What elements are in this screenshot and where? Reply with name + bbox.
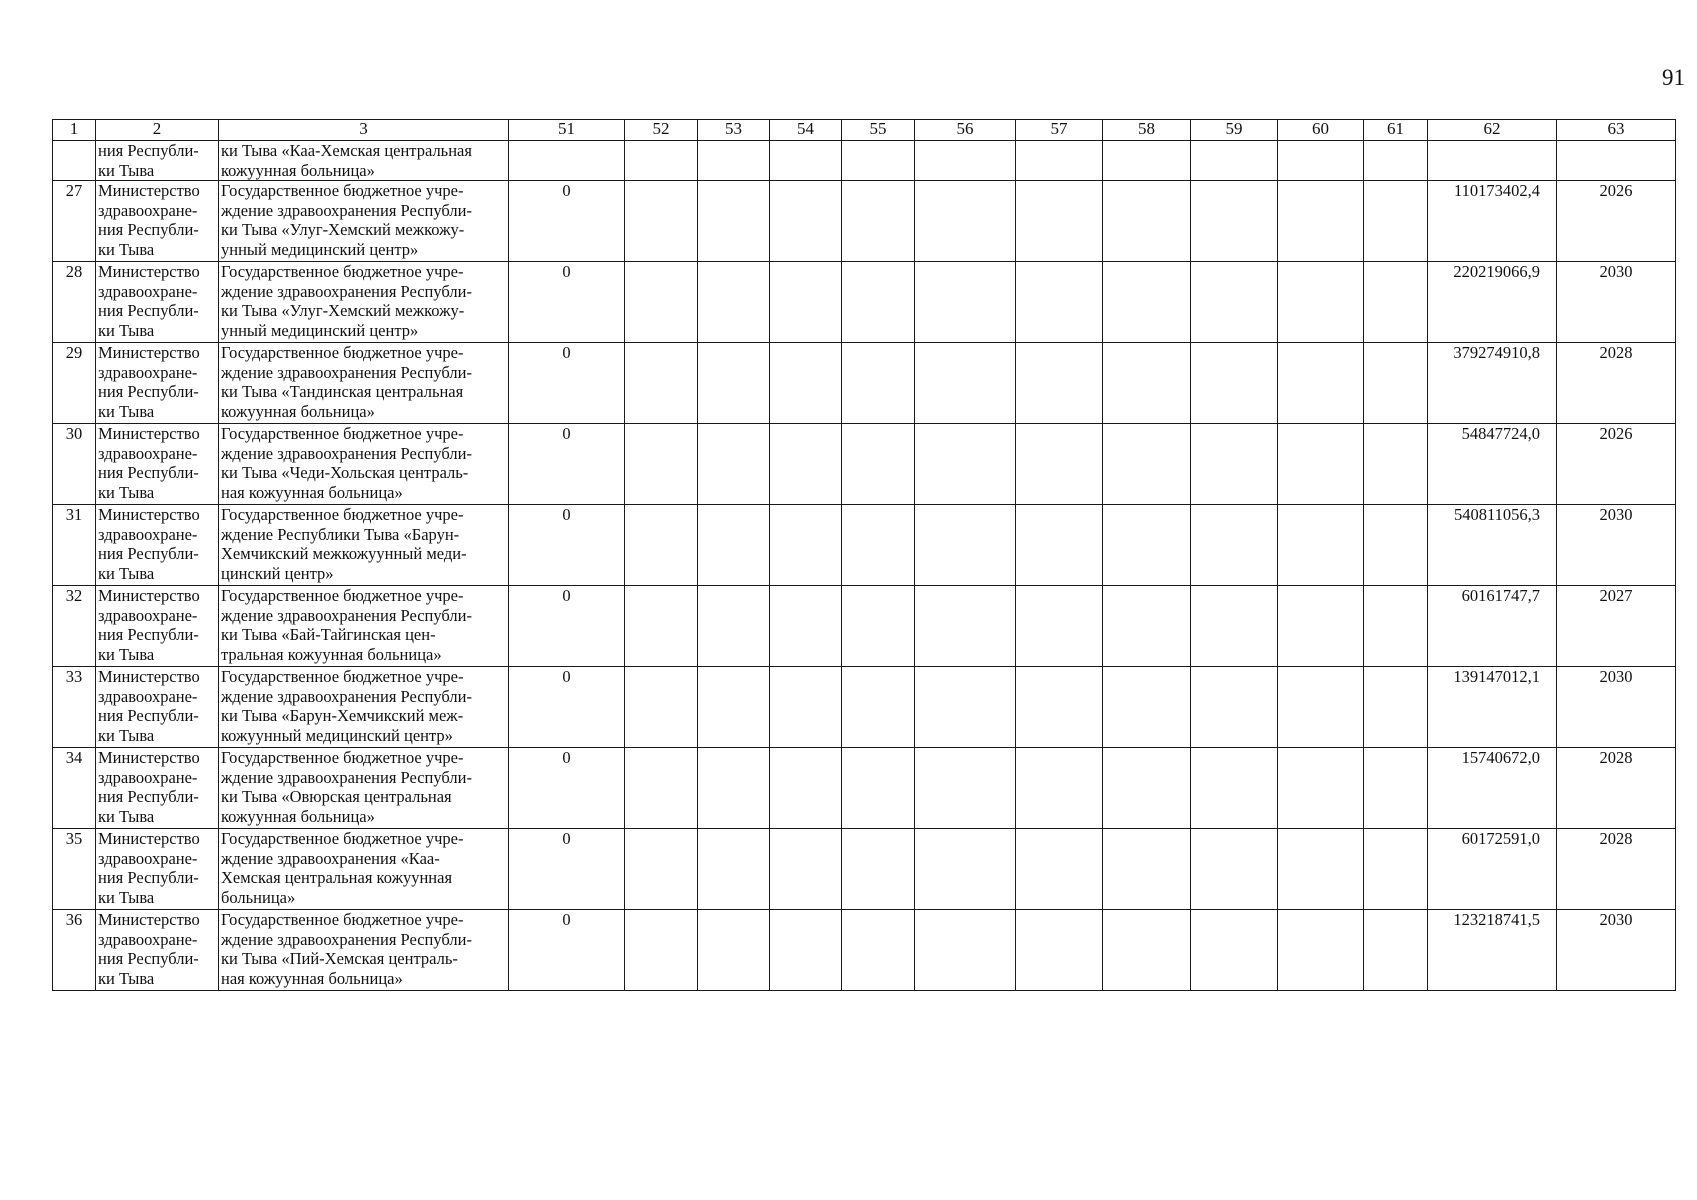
cell-58 [1103, 586, 1191, 667]
cell-59 [1191, 505, 1278, 586]
cell-63: 2030 [1557, 505, 1676, 586]
cell-58 [1103, 829, 1191, 910]
table-row [53, 262, 1676, 343]
cell-52 [625, 424, 698, 505]
cell-63: 2028 [1557, 343, 1676, 424]
cell-num: 34 [53, 748, 96, 829]
cell-55 [842, 748, 915, 829]
cell-62 [1428, 141, 1557, 181]
cell-51 [509, 141, 625, 181]
column-header: 2 [96, 120, 219, 141]
cell-51: 0 [509, 262, 625, 343]
cell-63: 2030 [1557, 262, 1676, 343]
cell-61 [1364, 181, 1428, 262]
cell-54 [770, 141, 842, 181]
cell-num: 27 [53, 181, 96, 262]
cell-51: 0 [509, 748, 625, 829]
cell-institution: ки Тыва «Каа-Хемская центральная кожуунная больница» [219, 141, 509, 181]
cell-62: 379274910,8 [1428, 343, 1557, 424]
cell-54 [770, 343, 842, 424]
cell-61 [1364, 748, 1428, 829]
cell-59 [1191, 667, 1278, 748]
cell-num [53, 141, 96, 181]
cell-56 [915, 505, 1016, 586]
column-header: 1 [53, 120, 96, 141]
cell-53 [698, 586, 770, 667]
cell-59 [1191, 586, 1278, 667]
cell-institution: Государственное бюджетное учре- ждение Республики Тыва «Барун- Хемчикский межкожуунный меди- цинский центр» [219, 505, 509, 586]
cell-63: 2028 [1557, 829, 1676, 910]
cell-58 [1103, 262, 1191, 343]
cell-52 [625, 141, 698, 181]
continuation-row [53, 141, 1676, 181]
cell-57 [1016, 586, 1103, 667]
cell-60 [1278, 424, 1364, 505]
column-header: 59 [1191, 120, 1278, 141]
cell-57 [1016, 424, 1103, 505]
cell-institution: Государственное бюджетное учре- ждение здравоохранения Республи- ки Тыва «Пий-Хемская централь- ная кожуунная больница» [219, 910, 509, 991]
column-header: 63 [1557, 120, 1676, 141]
cell-60 [1278, 748, 1364, 829]
header-row [53, 120, 1676, 141]
cell-53 [698, 424, 770, 505]
cell-58 [1103, 424, 1191, 505]
cell-58 [1103, 748, 1191, 829]
cell-59 [1191, 262, 1278, 343]
table-row [53, 505, 1676, 586]
cell-55 [842, 586, 915, 667]
cell-55 [842, 343, 915, 424]
cell-ministry: Министерство здравоохране- ния Республи- ки Тыва [96, 829, 219, 910]
cell-56 [915, 424, 1016, 505]
cell-53 [698, 262, 770, 343]
cell-institution: Государственное бюджетное учре- ждение здравоохранения «Каа- Хемская центральная кожуунная больница» [219, 829, 509, 910]
cell-56 [915, 667, 1016, 748]
cell-num: 30 [53, 424, 96, 505]
cell-55 [842, 181, 915, 262]
cell-54 [770, 910, 842, 991]
cell-54 [770, 586, 842, 667]
table-row [53, 748, 1676, 829]
column-header: 3 [219, 120, 509, 141]
cell-60 [1278, 667, 1364, 748]
cell-56 [915, 181, 1016, 262]
cell-61 [1364, 505, 1428, 586]
cell-51: 0 [509, 505, 625, 586]
column-header: 55 [842, 120, 915, 141]
table-row [53, 424, 1676, 505]
table-header [53, 120, 1676, 141]
cell-62: 139147012,1 [1428, 667, 1557, 748]
cell-56 [915, 829, 1016, 910]
cell-59 [1191, 141, 1278, 181]
column-header: 56 [915, 120, 1016, 141]
cell-54 [770, 748, 842, 829]
cell-num: 33 [53, 667, 96, 748]
cell-60 [1278, 586, 1364, 667]
cell-59 [1191, 748, 1278, 829]
cell-55 [842, 910, 915, 991]
column-header: 52 [625, 120, 698, 141]
table-row [53, 829, 1676, 910]
cell-num: 36 [53, 910, 96, 991]
cell-58 [1103, 141, 1191, 181]
cell-58 [1103, 667, 1191, 748]
cell-55 [842, 262, 915, 343]
cell-60 [1278, 829, 1364, 910]
table-row [53, 181, 1676, 262]
cell-52 [625, 667, 698, 748]
cell-58 [1103, 505, 1191, 586]
cell-53 [698, 505, 770, 586]
table-body [53, 141, 1676, 991]
cell-57 [1016, 181, 1103, 262]
page-number: 91 [1662, 65, 1685, 90]
cell-57 [1016, 262, 1103, 343]
cell-62: 15740672,0 [1428, 748, 1557, 829]
table-row [53, 343, 1676, 424]
cell-54 [770, 667, 842, 748]
table-row [53, 910, 1676, 991]
column-header: 53 [698, 120, 770, 141]
cell-52 [625, 586, 698, 667]
cell-56 [915, 910, 1016, 991]
cell-60 [1278, 910, 1364, 991]
cell-51: 0 [509, 586, 625, 667]
cell-53 [698, 343, 770, 424]
cell-ministry: Министерство здравоохране- ния Республи- ки Тыва [96, 748, 219, 829]
cell-53 [698, 667, 770, 748]
cell-ministry: Министерство здравоохране- ния Республи- ки Тыва [96, 586, 219, 667]
cell-53 [698, 181, 770, 262]
cell-52 [625, 262, 698, 343]
column-header: 61 [1364, 120, 1428, 141]
cell-59 [1191, 181, 1278, 262]
cell-54 [770, 829, 842, 910]
column-header: 54 [770, 120, 842, 141]
cell-56 [915, 141, 1016, 181]
cell-51: 0 [509, 667, 625, 748]
cell-57 [1016, 667, 1103, 748]
table-row [53, 667, 1676, 748]
cell-institution: Государственное бюджетное учре- ждение здравоохранения Республи- ки Тыва «Улуг-Хемский межкожу- унный медицинский центр» [219, 181, 509, 262]
cell-56 [915, 262, 1016, 343]
cell-num: 32 [53, 586, 96, 667]
data-table [52, 119, 1676, 991]
cell-53 [698, 748, 770, 829]
cell-57 [1016, 141, 1103, 181]
cell-57 [1016, 748, 1103, 829]
cell-58 [1103, 910, 1191, 991]
cell-num: 28 [53, 262, 96, 343]
cell-53 [698, 910, 770, 991]
table-row [53, 586, 1676, 667]
cell-61 [1364, 586, 1428, 667]
cell-63: 2027 [1557, 586, 1676, 667]
cell-61 [1364, 343, 1428, 424]
column-header: 57 [1016, 120, 1103, 141]
cell-52 [625, 343, 698, 424]
cell-52 [625, 505, 698, 586]
column-header: 58 [1103, 120, 1191, 141]
cell-institution: Государственное бюджетное учре- ждение здравоохранения Республи- ки Тыва «Улуг-Хемский межкожу- унный медицинский центр» [219, 262, 509, 343]
cell-60 [1278, 505, 1364, 586]
cell-60 [1278, 141, 1364, 181]
cell-56 [915, 343, 1016, 424]
cell-51: 0 [509, 910, 625, 991]
cell-ministry: Министерство здравоохране- ния Республи- ки Тыва [96, 262, 219, 343]
cell-59 [1191, 829, 1278, 910]
cell-61 [1364, 910, 1428, 991]
cell-institution: Государственное бюджетное учре- ждение здравоохранения Республи- ки Тыва «Чеди-Хольская централь- ная кожуунная больница» [219, 424, 509, 505]
cell-51: 0 [509, 424, 625, 505]
cell-55 [842, 424, 915, 505]
cell-62: 60172591,0 [1428, 829, 1557, 910]
cell-55 [842, 829, 915, 910]
cell-62: 220219066,9 [1428, 262, 1557, 343]
cell-56 [915, 586, 1016, 667]
cell-61 [1364, 424, 1428, 505]
cell-institution: Государственное бюджетное учре- ждение здравоохранения Республи- ки Тыва «Тандинская центральная кожуунная больница» [219, 343, 509, 424]
cell-61 [1364, 141, 1428, 181]
cell-62: 540811056,3 [1428, 505, 1557, 586]
cell-num: 29 [53, 343, 96, 424]
cell-num: 35 [53, 829, 96, 910]
column-header: 51 [509, 120, 625, 141]
cell-63: 2026 [1557, 424, 1676, 505]
cell-ministry: Министерство здравоохране- ния Республи- ки Тыва [96, 181, 219, 262]
cell-53 [698, 829, 770, 910]
cell-55 [842, 141, 915, 181]
cell-56 [915, 748, 1016, 829]
cell-57 [1016, 343, 1103, 424]
cell-ministry: Министерство здравоохране- ния Республи- ки Тыва [96, 343, 219, 424]
cell-61 [1364, 262, 1428, 343]
cell-54 [770, 424, 842, 505]
cell-62: 60161747,7 [1428, 586, 1557, 667]
cell-52 [625, 910, 698, 991]
cell-54 [770, 181, 842, 262]
cell-55 [842, 505, 915, 586]
cell-60 [1278, 262, 1364, 343]
cell-53 [698, 141, 770, 181]
cell-59 [1191, 424, 1278, 505]
cell-59 [1191, 910, 1278, 991]
cell-54 [770, 262, 842, 343]
cell-54 [770, 505, 842, 586]
cell-63: 2030 [1557, 910, 1676, 991]
cell-ministry: Министерство здравоохране- ния Республи- ки Тыва [96, 910, 219, 991]
cell-63 [1557, 141, 1676, 181]
cell-62: 54847724,0 [1428, 424, 1557, 505]
cell-63: 2026 [1557, 181, 1676, 262]
cell-55 [842, 667, 915, 748]
cell-57 [1016, 910, 1103, 991]
cell-59 [1191, 343, 1278, 424]
cell-institution: Государственное бюджетное учре- ждение здравоохранения Республи- ки Тыва «Овюрская центральная кожуунная больница» [219, 748, 509, 829]
cell-52 [625, 829, 698, 910]
cell-57 [1016, 505, 1103, 586]
cell-ministry: ния Республи- ки Тыва [96, 141, 219, 181]
cell-60 [1278, 343, 1364, 424]
cell-61 [1364, 667, 1428, 748]
column-header: 60 [1278, 120, 1364, 141]
cell-51: 0 [509, 181, 625, 262]
cell-63: 2030 [1557, 667, 1676, 748]
cell-60 [1278, 181, 1364, 262]
cell-52 [625, 181, 698, 262]
cell-52 [625, 748, 698, 829]
cell-63: 2028 [1557, 748, 1676, 829]
cell-62: 123218741,5 [1428, 910, 1557, 991]
cell-58 [1103, 181, 1191, 262]
cell-51: 0 [509, 343, 625, 424]
cell-ministry: Министерство здравоохране- ния Республи- ки Тыва [96, 424, 219, 505]
cell-58 [1103, 343, 1191, 424]
cell-institution: Государственное бюджетное учре- ждение здравоохранения Республи- ки Тыва «Барун-Хемчикский меж- кожуунный медицинский центр» [219, 667, 509, 748]
column-header: 62 [1428, 120, 1557, 141]
cell-61 [1364, 829, 1428, 910]
cell-62: 110173402,4 [1428, 181, 1557, 262]
cell-ministry: Министерство здравоохране- ния Республи- ки Тыва [96, 505, 219, 586]
cell-57 [1016, 829, 1103, 910]
cell-institution: Государственное бюджетное учре- ждение здравоохранения Республи- ки Тыва «Бай-Тайгинская цен- тральная кожуунная больница» [219, 586, 509, 667]
cell-num: 31 [53, 505, 96, 586]
cell-ministry: Министерство здравоохране- ния Республи- ки Тыва [96, 667, 219, 748]
cell-51: 0 [509, 829, 625, 910]
